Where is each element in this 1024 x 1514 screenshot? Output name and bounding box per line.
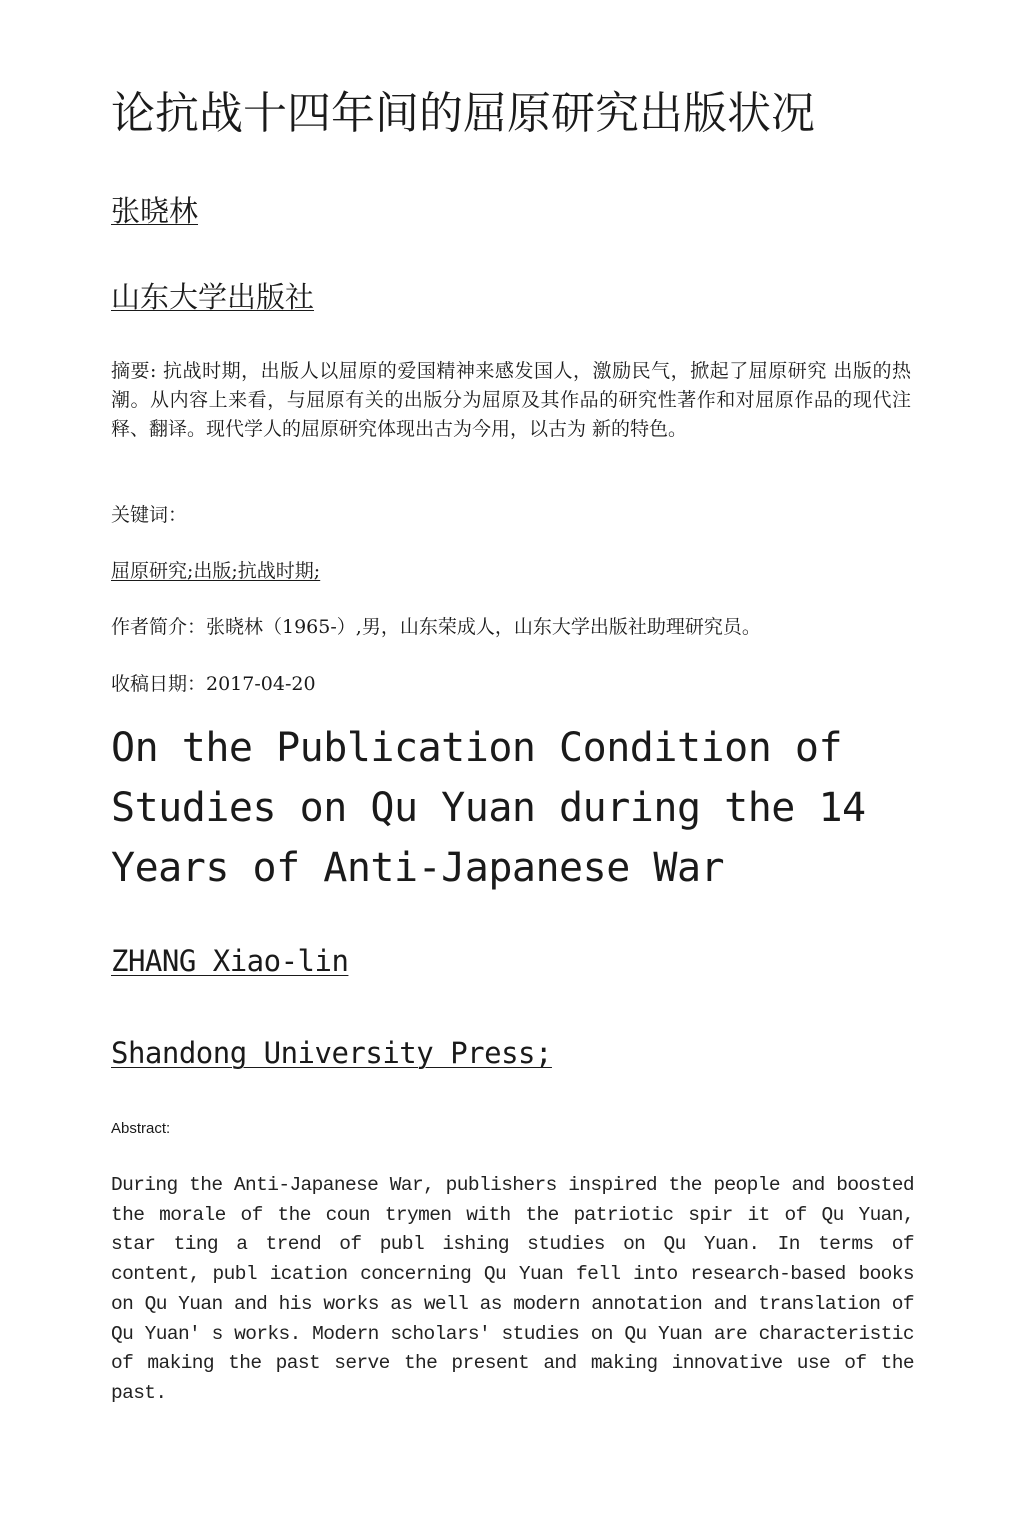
author-intro: 作者简介：张晓林（1965-）,男，山东荣成人，山东大学出版社助理研究员。 [111, 616, 761, 638]
received-date: 收稿日期：2017-04-20 [111, 673, 316, 695]
chinese-author-link[interactable]: 张晓林 [111, 194, 199, 228]
chinese-title: 论抗战十四年间的屈原研究出版状况 [111, 88, 815, 139]
english-author-link[interactable]: ZHANG Xiao-lin [111, 944, 349, 978]
english-affiliation-link[interactable]: Shandong University Press; [111, 1036, 552, 1070]
keywords-label: 关键词： [111, 504, 188, 526]
english-title: On the Publication Condition of Studies on Qu Yuan during the 14 Years of Anti-Japanese War [111, 725, 866, 891]
english-abstract: During the Anti-Japanese War, publishers inspired the people and boosted the morale of the coun trymen with the patriotic spir it of Qu Yuan, star ting a trend of publ ishing studies on Qu Yuan. In terms of content, publ ication concerning Qu Yuan fell into research-based books on Qu Yuan and his works as well as modern annotation and translation of Qu Yuan' s works. Modern scholars' studies on Qu Yuan are characteristic of making the past serve the present and making innovative use of the past. [111, 1174, 914, 1404]
chinese-abstract: 摘要: 抗战时期，出版人以屈原的爱国精神来感发国人，激励民气，掀起了屈原研究 出版的热潮。从内容上来看，与屈原有关的出版分为屈原及其作品的研究性著作和对屈原作品的现代注释、翻译。现代学人的屈原研究体现出古为今用，以古为 新的特色。 [111, 360, 911, 440]
chinese-affiliation-link[interactable]: 山东大学出版社 [111, 280, 315, 314]
keywords-links[interactable]: 屈原研究;出版;抗战时期; [111, 560, 321, 582]
english-abstract-label: Abstract: [111, 1120, 171, 1137]
